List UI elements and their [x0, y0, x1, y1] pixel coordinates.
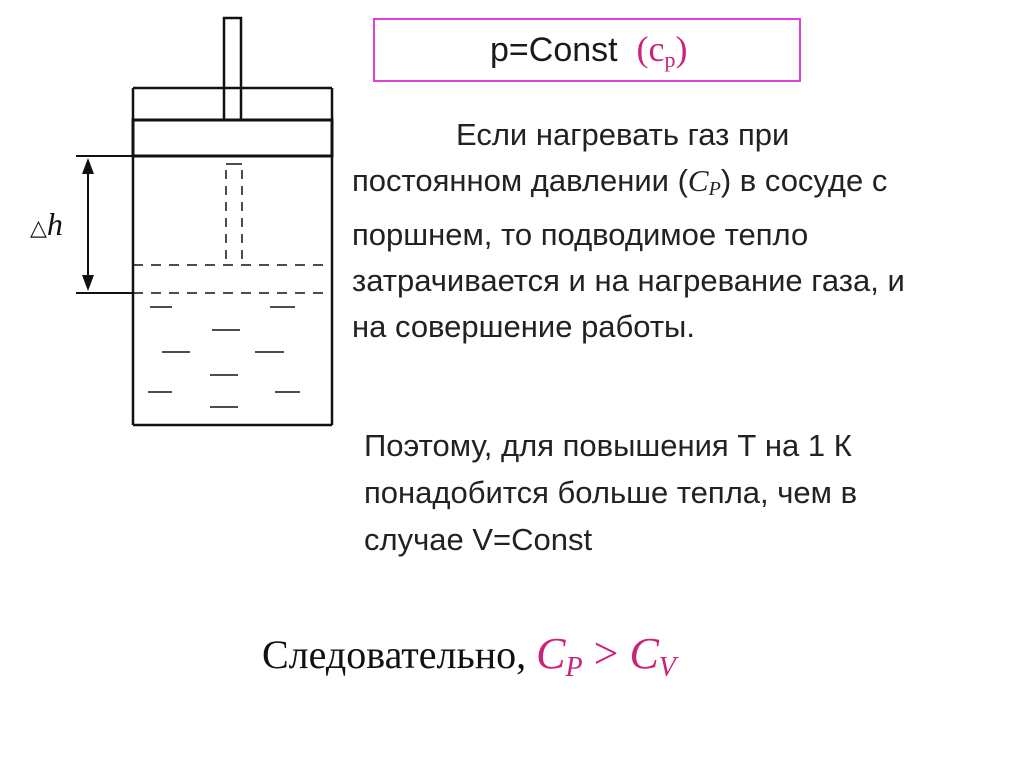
para2-line3: случае V=Const: [364, 522, 593, 557]
para2-line2: понадобится больше тепла, чем в: [364, 475, 858, 510]
piston-rod: [224, 18, 241, 120]
para1-line5: на совершение работы.: [352, 309, 695, 344]
explanation-paragraph: Если нагревать газ при постоянном давлении $(C_P)$ в сосуде с поршнем, то подводимое тепло затрачивается и на нагревание газа, и на совершение работы.: [352, 117, 905, 344]
piston: [133, 120, 332, 156]
para1-line3: поршнем, то подводимое тепло: [352, 217, 809, 252]
para1-line4: затрачивается и на нагревание газа, и: [352, 263, 905, 298]
delta-h-arrow: [76, 156, 133, 293]
title-main: p=Const: [490, 31, 618, 69]
para1-line1: Если нагревать газ при: [456, 117, 790, 152]
title-heat-capacity: $(c_p)$: [636, 29, 688, 72]
conclusion-prefix: Следовательно,: [262, 632, 537, 677]
consequence-paragraph: [364, 422, 1004, 563]
previous-rod-position: [226, 170, 242, 262]
cp-gt-cv-formula: $C_P > C_V$: [536, 629, 676, 683]
slide-title: [490, 28, 687, 73]
delta-h-label: [30, 206, 63, 243]
gas-dashes: [148, 307, 300, 407]
delta-symbol: △: [30, 216, 47, 241]
cp-variable: $C_P$: [687, 163, 721, 200]
conclusion: [262, 628, 676, 684]
h-symbol: h: [46, 206, 63, 242]
para2-line1: Поэтому, для повышения Т на 1 К: [364, 428, 852, 463]
